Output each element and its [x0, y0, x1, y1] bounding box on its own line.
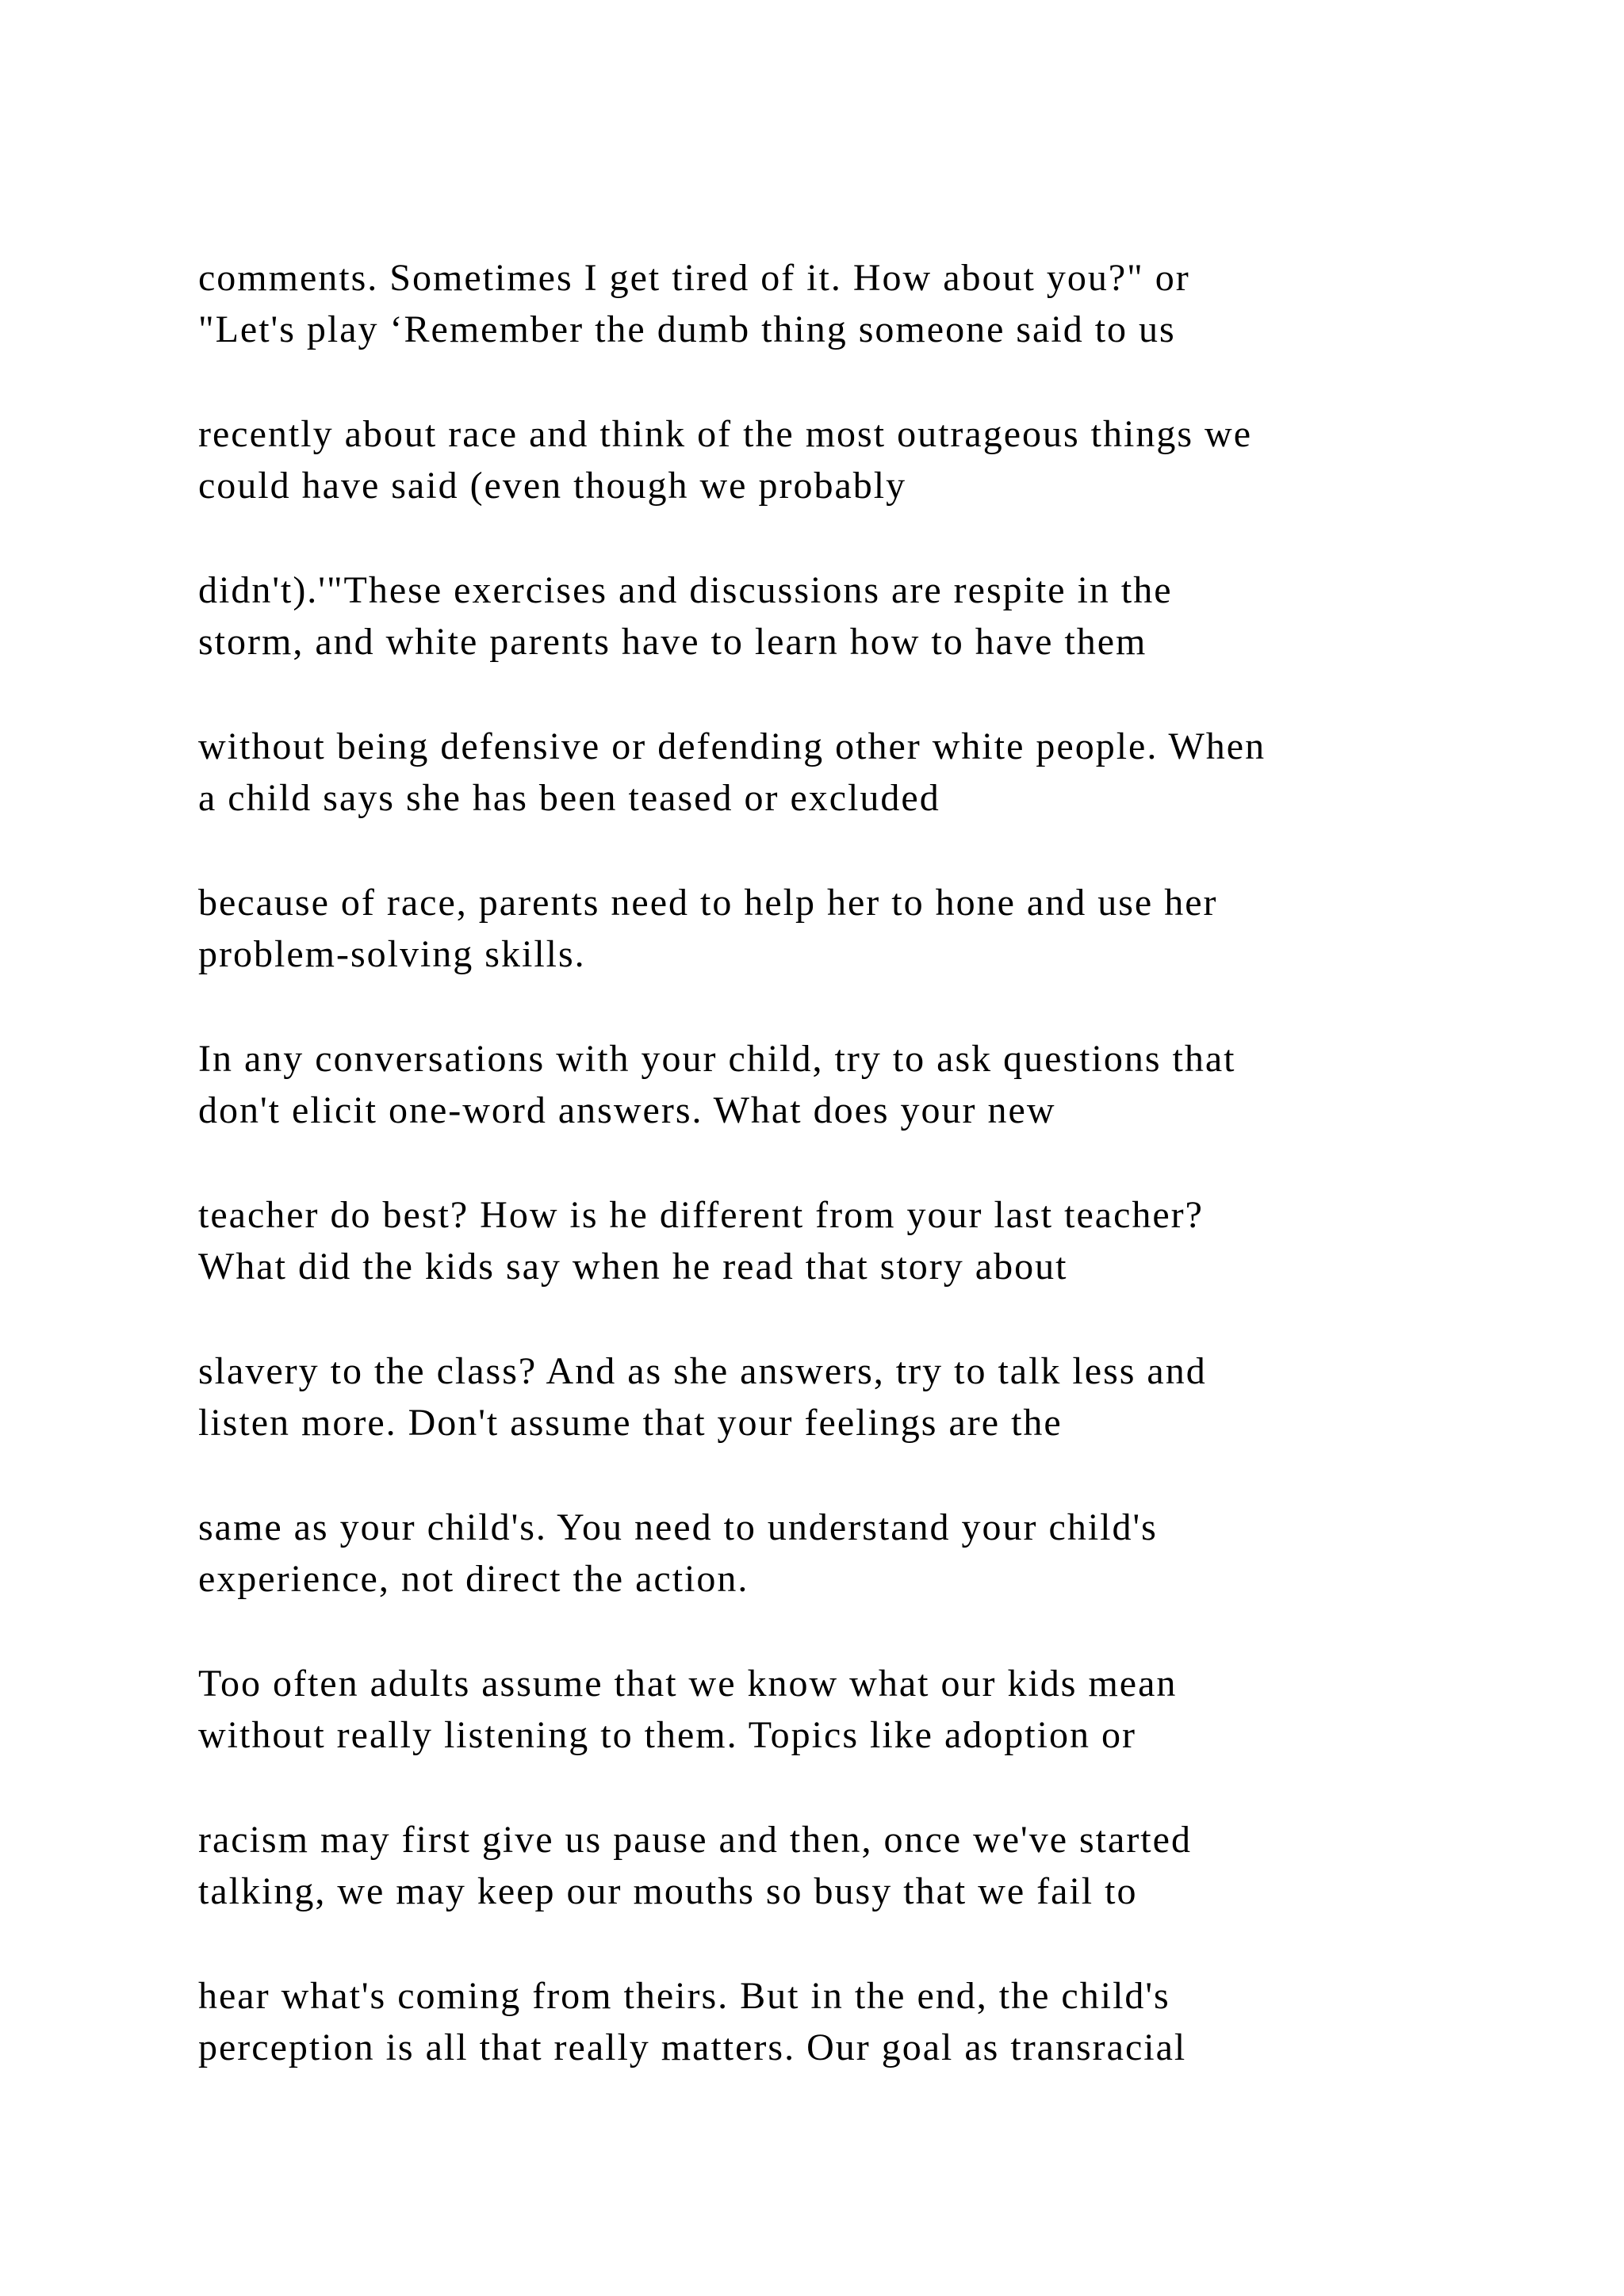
- paragraph: [198, 877, 1435, 980]
- text-line: In any conversations with your child, try to ask questions that: [198, 1038, 1236, 1080]
- text-line: Too often adults assume that we know what our kids mean: [198, 1663, 1178, 1705]
- text-line: racism may first give us pause and then, once we've started: [198, 1819, 1192, 1861]
- paragraph: [198, 1345, 1435, 1448]
- text-line: "Let's play ‘Remember the dumb thing someone said to us: [198, 308, 1176, 350]
- text-line: don't elicit one-word answers. What does your new: [198, 1089, 1056, 1131]
- text-line: recently about race and think of the most outrageous things we: [198, 413, 1252, 455]
- text-line: a child says she has been teased or excluded: [198, 777, 940, 819]
- paragraph: [198, 1502, 1435, 1605]
- paragraph: [198, 1814, 1435, 1917]
- paragraph: [198, 1970, 1435, 2073]
- text-line: comments. Sometimes I get tired of it. How about you?" or: [198, 257, 1190, 299]
- text-line: talking, we may keep our mouths so busy that we fail to: [198, 1870, 1138, 1912]
- paragraph: [198, 1189, 1435, 1292]
- text-line: slavery to the class? And as she answers, try to talk less and: [198, 1350, 1207, 1392]
- paragraph: [198, 564, 1435, 668]
- paragraph: [198, 1658, 1435, 1761]
- text-line: storm, and white parents have to learn how to have them: [198, 621, 1147, 663]
- paragraph: [198, 252, 1435, 355]
- paragraph: [198, 408, 1435, 511]
- text-line: teacher do best? How is he different from your last teacher?: [198, 1194, 1204, 1236]
- text-line: without being defensive or defending other white people. When: [198, 725, 1266, 767]
- text-line: didn't).'"These exercises and discussions are respite in the: [198, 569, 1173, 611]
- text-line: without really listening to them. Topics like adoption or: [198, 1714, 1136, 1756]
- text-line: because of race, parents need to help her to hone and use her: [198, 882, 1218, 924]
- paragraph: [198, 721, 1435, 824]
- text-line: hear what's coming from theirs. But in the end, the child's: [198, 1975, 1170, 2017]
- document-body: [198, 252, 1435, 2126]
- paragraph: [198, 1033, 1435, 1136]
- text-line: listen more. Don't assume that your feelings are the: [198, 1402, 1063, 1444]
- text-line: What did the kids say when he read that story about: [198, 1246, 1068, 1288]
- text-line: perception is all that really matters. Our goal as transracial: [198, 2026, 1187, 2068]
- text-line: experience, not direct the action.: [198, 1558, 749, 1600]
- text-line: could have said (even though we probably: [198, 465, 907, 507]
- text-line: problem-solving skills.: [198, 933, 586, 975]
- text-line: same as your child's. You need to understand your child's: [198, 1506, 1158, 1548]
